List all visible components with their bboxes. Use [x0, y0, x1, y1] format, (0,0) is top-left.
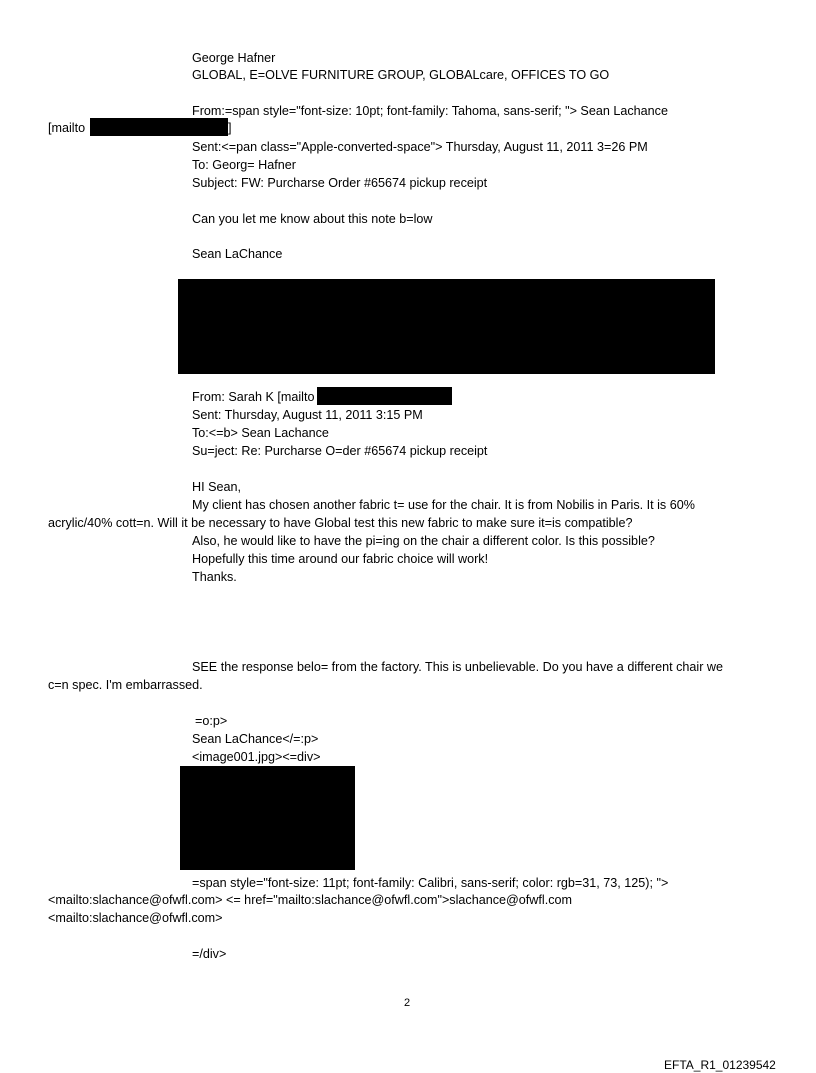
response-signature: Sean LaChance</=:p> [192, 732, 319, 746]
markup-fragment: =o:p> [195, 714, 228, 728]
page-number: 2 [404, 997, 411, 1009]
mailto-line: <mailto:slachance@ofwfl.com> [48, 911, 223, 925]
redaction-block [90, 118, 228, 136]
email2-to: To:<=b> Sean Lachance [192, 426, 329, 440]
redaction-block [317, 387, 452, 405]
email2-greeting: HI Sean, [192, 480, 242, 494]
email1-from: From:=span style="font-size: 10pt; font-family: Tahoma, sans-serif; "> Sean Lachance [192, 104, 668, 118]
redaction-block [180, 766, 355, 870]
response-line: c=n spec. I'm embarrassed. [48, 678, 203, 692]
email2-thanks: Thanks. [192, 570, 237, 584]
image-placeholder: <image001.jpg><=div> [192, 750, 321, 764]
mailto-line: <mailto:slachance@ofwfl.com> <= href="mailto:slachance@ofwfl.com">slachance@ofwfl.com [48, 893, 572, 907]
document-id: EFTA_R1_01239542 [664, 1058, 776, 1072]
email2-body-line: My client has chosen another fabric t= use for the chair. It is from Nobilis in Paris. It is 60% [192, 498, 695, 512]
email2-from: From: Sarah K [mailto [192, 390, 315, 404]
markup-fragment: =span style="font-size: 11pt; font-family: Calibri, sans-serif; color: rgb=31, 73, 125); "> [192, 876, 669, 890]
email2-sent: Sent: Thursday, August 11, 2011 3:15 PM [192, 408, 423, 422]
email1-mailto-open: [mailto [48, 121, 86, 135]
email1-sent: Sent:<=pan class="Apple-converted-space"> Thursday, August 11, 2011 3=26 PM [192, 140, 648, 154]
email1-body: Can you let me know about this note b=low [192, 212, 433, 226]
redaction-block [178, 279, 715, 374]
markup-fragment: =/div> [192, 947, 227, 961]
sender-name: George Hafner [192, 51, 276, 65]
email1-to: To: Georg= Hafner [192, 158, 296, 172]
company-line: GLOBAL, E=OLVE FURNITURE GROUP, GLOBALcare, OFFICES TO GO [192, 68, 610, 82]
email1-signature: Sean LaChance [192, 247, 283, 261]
email2-subject: Su=ject: Re: Purcharse O=der #65674 pickup receipt [192, 444, 488, 458]
email2-body-line: acrylic/40% cott=n. Will it be necessary to have Global test this new fabric to make sure it=is compatible? [48, 516, 633, 530]
response-line: SEE the response belo= from the factory. This is unbelievable. Do you have a different chair we [192, 660, 723, 674]
email2-body-line: Hopefully this time around our fabric choice will work! [192, 552, 489, 566]
email1-mailto-close: ] [228, 121, 232, 135]
email2-body-line: Also, he would like to have the pi=ing on the chair a different color. Is this possible? [192, 534, 655, 548]
email1-subject: Subject: FW: Purcharse Order #65674 pickup receipt [192, 176, 488, 190]
